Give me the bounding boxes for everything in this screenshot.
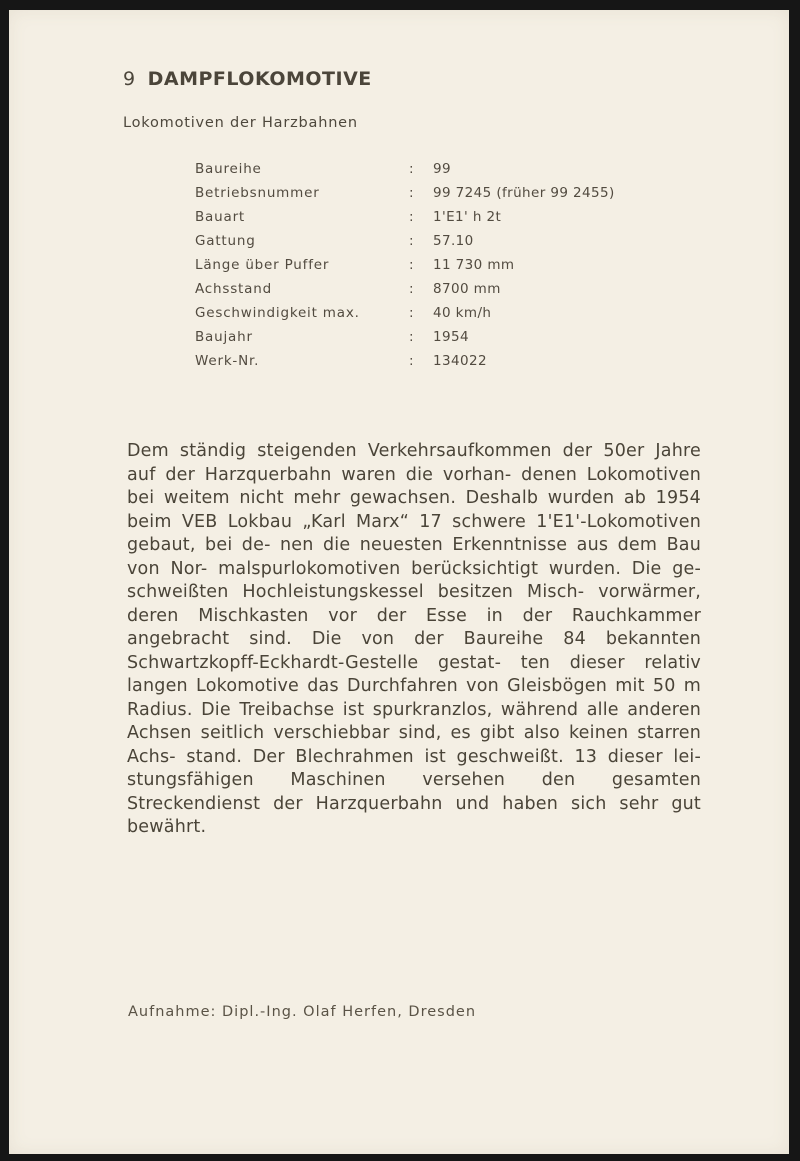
card-heading <box>123 68 372 90</box>
card-subtitle: Lokomotiven der Harzbahnen <box>123 115 358 131</box>
spec-value: 8700 mm <box>433 281 501 297</box>
spec-label: Geschwindigkeit max. <box>195 305 360 321</box>
spec-row <box>195 157 715 181</box>
spec-row <box>195 205 715 229</box>
spec-separator: : <box>409 185 415 201</box>
card-title: DAMPFLOKOMOTIVE <box>147 68 372 90</box>
spec-label: Baureihe <box>195 161 262 177</box>
spec-label: Bauart <box>195 209 246 225</box>
spec-value: 1954 <box>433 329 469 345</box>
spec-value: 99 7245 (früher 99 2455) <box>433 185 615 201</box>
card-number: 9 <box>123 68 136 90</box>
spec-row <box>195 349 715 373</box>
description-text: Dem ständig steigenden Verkehrsaufkommen der 50er Jahre auf der Harzquerbahn waren die vorhan- denen Lokomotiven bei weitem nicht mehr gewachsen. Deshalb wurden ab 1954 beim VEB Lokbau „Karl Marx“ 17 schwere 1'E1'-Lokomotiven gebaut, bei de- nen die neuesten Erkenntnisse aus dem Bau von Nor- malspurlokomotiven berücksichtigt wurden. Die ge- schweißten Hochleistungskessel besitzen Misch- vorwärmer, deren Mischkasten vor der Esse in der Rauchkammer angebracht sind. Die von der Baureihe 84 bekannten Schwartzkopff-Eckhardt-Gestelle gestat- ten dieser relativ langen Lokomotive das Durchfahren von Gleisbögen mit 50 m Radius. Die Treibachse ist spurkranzlos, während alle anderen Achsen seitlich verschiebbar sind, es gibt also keinen starren Achs- stand. Der Blechrahmen ist geschweißt. 13 dieser lei- stungsfähigen Maschinen versehen den gesamten Streckendienst der Harzquerbahn und haben sich sehr gut bewährt. <box>127 441 701 837</box>
spec-separator: : <box>409 305 415 321</box>
spec-value: 134022 <box>433 353 487 369</box>
spec-label: Gattung <box>195 233 256 249</box>
spec-separator: : <box>409 161 415 177</box>
spec-label: Betriebsnummer <box>195 185 320 201</box>
spec-label: Baujahr <box>195 329 253 345</box>
spec-value: 57.10 <box>433 233 474 249</box>
spec-row <box>195 325 715 349</box>
spec-value: 11 730 mm <box>433 257 515 273</box>
spec-separator: : <box>409 257 415 273</box>
spec-table <box>195 157 715 373</box>
spec-separator: : <box>409 329 415 345</box>
photo-credit: Aufnahme: Dipl.-Ing. Olaf Herfen, Dresden <box>128 1004 477 1020</box>
spec-separator: : <box>409 281 415 297</box>
spec-row <box>195 253 715 277</box>
spec-value: 99 <box>433 161 451 177</box>
spec-value: 40 km/h <box>433 305 492 321</box>
spec-separator: : <box>409 353 415 369</box>
spec-row <box>195 229 715 253</box>
spec-label: Achsstand <box>195 281 272 297</box>
spec-label: Länge über Puffer <box>195 257 330 273</box>
spec-value: 1'E1' h 2t <box>433 209 502 225</box>
spec-label: Werk-Nr. <box>195 353 260 369</box>
spec-row <box>195 301 715 325</box>
spec-separator: : <box>409 233 415 249</box>
spec-row <box>195 277 715 301</box>
spec-separator: : <box>409 209 415 225</box>
spec-row <box>195 181 715 205</box>
postcard-back <box>9 10 789 1154</box>
